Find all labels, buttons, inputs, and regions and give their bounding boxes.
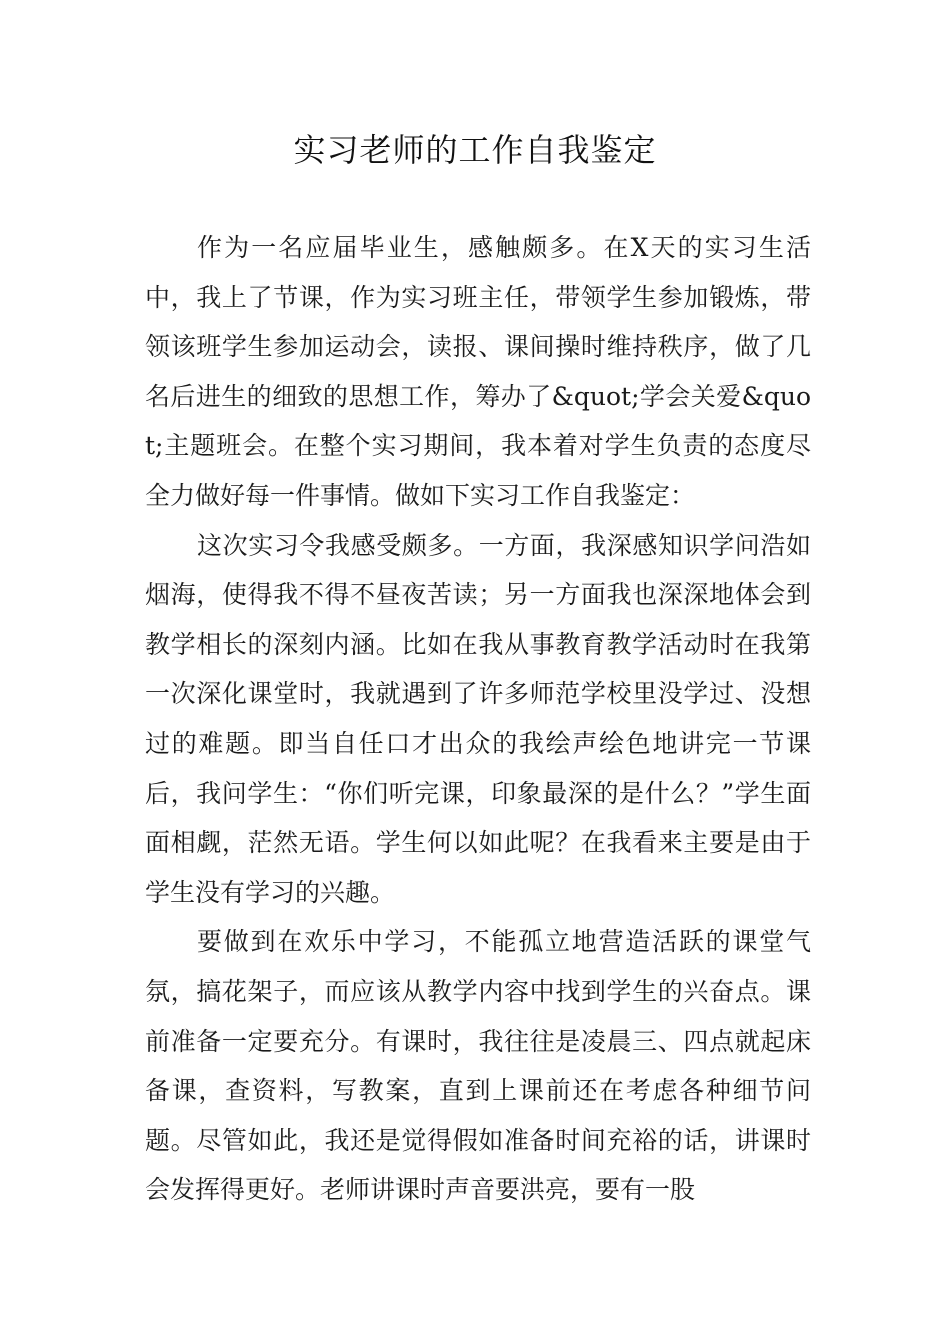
paragraph-2: 这次实习令我感受颇多。一方面，我深感知识学问浩如烟海，使得我不得不昼夜苦读；另一方面我也深深地体会到教学相长的深刻内涵。比如在我从事教育教学活动时在我第一次深化课堂时，我就遇到了许多师范学校里没学过、没想过的难题。即当自任口才出众的我绘声绘色地讲完一节课后，我问学生：“你们听完课，印象最深的是什么？”学生面面相觑，茫然无语。学生何以如此呢？在我看来主要是由于学生没有学习的兴趣。 [145,530,811,907]
paragraph-3: 要做到在欢乐中学习，不能孤立地营造活跃的课堂气氛，搞花架子，而应该从教学内容中找到学生的兴奋点。课前准备一定要充分。有课时，我往往是凌晨三、四点就起床备课，查资料，写教案，直到上课前还在考虑各种细节问题。尽管如此，我还是觉得假如准备时间充裕的话，讲课时会发挥得更好。老师讲课时声音要洪亮，要有一股 [145,927,811,1205]
document-title: 实习老师的工作自我鉴定 [293,131,657,169]
document-body [145,223,811,1215]
paragraph-1: 作为一名应届毕业生，感触颇多。在X天的实习生活中，我上了节课，作为实习班主任，带领学生参加锻炼，带领该班学生参加运动会，读报、课间操时维持秩序，做了几名后进生的细致的思想工作，筹办了&quot;学会关爱&quot;主题班会。在整个实习期间，我本着对学生负责的态度尽全力做好每一件事情。做如下实习工作自我鉴定： [145,233,811,510]
